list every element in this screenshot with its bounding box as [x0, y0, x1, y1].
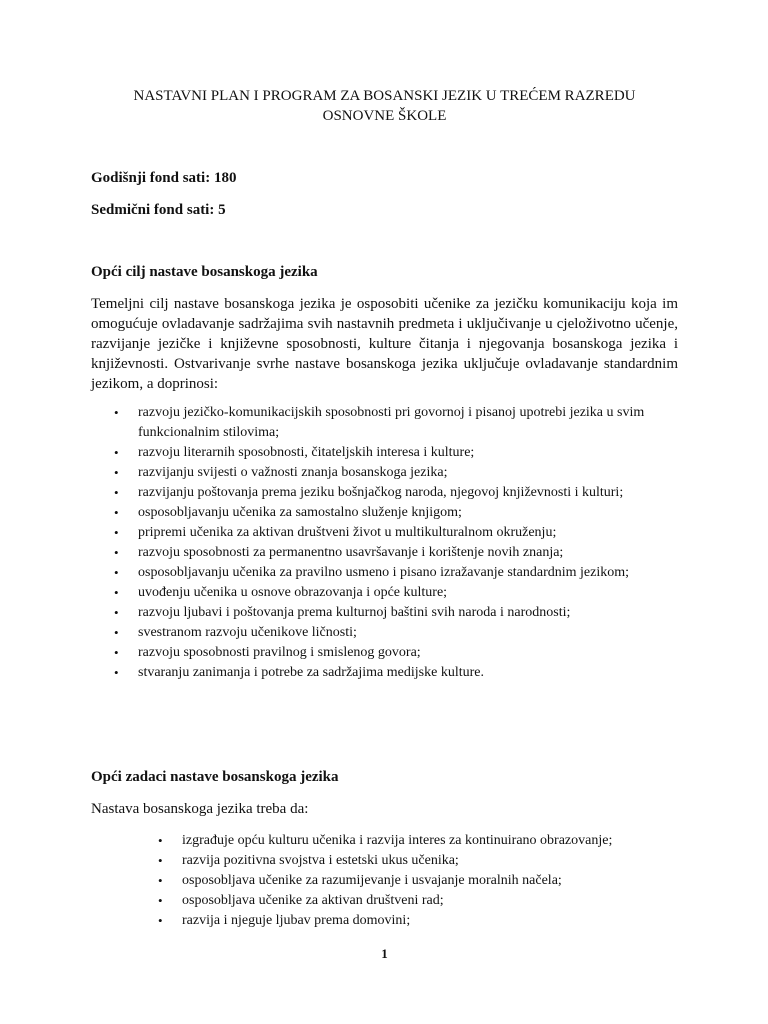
bullet-icon: •: [158, 893, 163, 908]
list-item-text: razvijanju poštovanja prema jeziku bošnjačkog naroda, njegovoj književnosti i kulturi;: [138, 485, 624, 500]
weekly-hours: Sedmični fond sati: 5: [91, 202, 226, 218]
section-2-heading: Opći zadaci nastave bosanskoga jezika: [91, 769, 339, 785]
list-item: [158, 871, 678, 891]
section-2-list: [158, 831, 678, 931]
bullet-icon: •: [114, 545, 119, 560]
bullet-icon: •: [114, 505, 119, 520]
list-item-text: pripremi učenika za aktivan društveni život u multikulturalnom okruženju;: [138, 525, 557, 540]
list-item-text: osposobljava učenike za aktivan društveni rad;: [182, 893, 444, 908]
bullet-icon: •: [114, 645, 119, 660]
title-line-2: OSNOVNE ŠKOLE: [322, 108, 447, 124]
list-item-text: svestranom razvoju učenikove ličnosti;: [138, 625, 357, 640]
bullet-icon: •: [158, 853, 163, 868]
bullet-icon: •: [158, 873, 163, 888]
annual-hours: Godišnji fond sati: 180: [91, 170, 237, 186]
list-item: [114, 543, 678, 563]
list-item-text: razvoju sposobnosti pravilnog i smislenog govora;: [138, 645, 421, 660]
bullet-icon: •: [114, 465, 119, 480]
list-item: [114, 603, 678, 623]
list-item: [114, 563, 678, 583]
list-item-text: razvija pozitivna svojstva i estetski ukus učenika;: [182, 853, 459, 868]
list-item: [114, 443, 678, 463]
list-item: [114, 503, 678, 523]
bullet-icon: •: [114, 525, 119, 540]
bullet-icon: •: [114, 445, 119, 460]
bullet-icon: •: [114, 605, 119, 620]
bullet-icon: •: [114, 405, 119, 420]
section-1-paragraph: Temeljni cilj nastave bosanskoga jezika je osposobiti učenike za jezičku komunikaciju koja im omogućuje ovladavanje sadržajima svih nastavnih predmeta i uključivanje u cjeloživotno učenje, razvijanje jezičke i književne sposobnosti, kulture čitanja i njegovanja bosanskoga jezika i književnosti. Ostvarivanje svrhe nastave bosanskoga jezika uključuje ovladavanje standardnim jezikom, a doprinosi:: [91, 296, 678, 392]
list-item: [158, 891, 678, 911]
list-item: [114, 463, 678, 483]
bullet-icon: •: [114, 585, 119, 600]
list-item-text: osposobljavanju učenika za samostalno služenje knjigom;: [138, 505, 462, 520]
list-item-text: osposobljavanju učenika za pravilno usmeno i pisano izražavanje standardnim jezikom;: [138, 565, 630, 580]
list-item-text: osposobljava učenike za razumijevanje i usvajanje moralnih načela;: [182, 873, 562, 888]
list-item: [114, 403, 678, 443]
list-item-text: razvoju ljubavi i poštovanja prema kulturnoj baštini svih naroda i narodnosti;: [138, 605, 571, 620]
list-item-text: razvijanju svijesti o važnosti znanja bosanskoga jezika;: [138, 465, 448, 480]
list-item-text: izgrađuje opću kulturu učenika i razvija interes za kontinuirano obrazovanje;: [182, 833, 613, 848]
document-page: [91, 0, 678, 1024]
page-number: 1: [381, 946, 388, 961]
list-item-text: razvija i njeguje ljubav prema domovini;: [182, 913, 411, 928]
list-item-text: razvoju literarnih sposobnosti, čitateljskih interesa i kulture;: [138, 445, 475, 460]
section-1-list: [114, 403, 678, 683]
title-line-1: NASTAVNI PLAN I PROGRAM ZA BOSANSKI JEZIK U TREĆEM RAZREDU: [133, 88, 636, 104]
list-item-text: razvoju jezičko-komunikacijskih sposobnosti pri govornoj i pisanoj upotrebi jezika u svim funkcionalnim stilovima;: [138, 405, 645, 440]
list-item: [114, 523, 678, 543]
list-item-text: uvođenju učenika u osnove obrazovanja i opće kulture;: [138, 585, 448, 600]
bullet-icon: •: [114, 485, 119, 500]
bullet-icon: •: [158, 833, 163, 848]
list-item: [158, 911, 678, 931]
list-item: [158, 851, 678, 871]
bullet-icon: •: [114, 625, 119, 640]
list-item-text: stvaranju zanimanja i potrebe za sadržajima medijske kulture.: [138, 665, 484, 680]
section-2-intro: Nastava bosanskoga jezika treba da:: [91, 801, 309, 817]
bullet-icon: •: [158, 913, 163, 928]
bullet-icon: •: [114, 565, 119, 580]
section-1-heading: Opći cilj nastave bosanskoga jezika: [91, 264, 318, 280]
document-title: [91, 86, 678, 126]
list-item: [158, 831, 678, 851]
list-item: [114, 583, 678, 603]
list-item: [114, 623, 678, 643]
list-item-text: razvoju sposobnosti za permanentno usavršavanje i korištenje novih znanja;: [138, 545, 564, 560]
list-item: [114, 643, 678, 663]
bullet-icon: •: [114, 665, 119, 680]
list-item: [114, 483, 678, 503]
list-item: [114, 663, 678, 683]
